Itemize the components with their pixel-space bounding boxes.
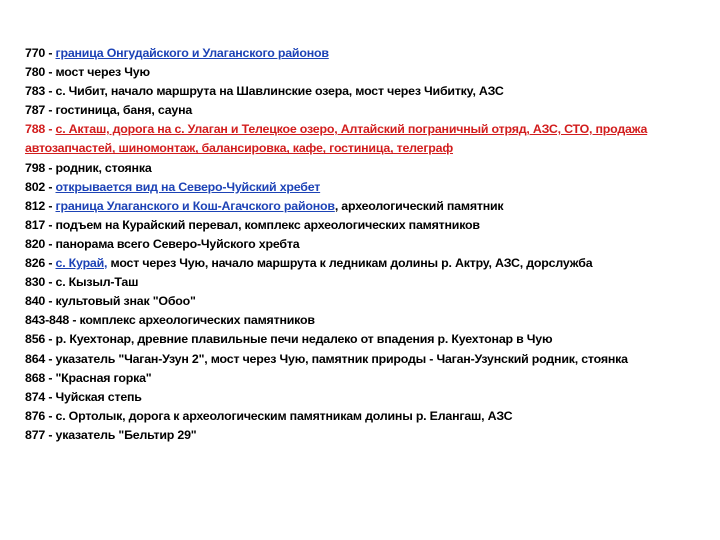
route-entry-770: 770 - граница Онгудайского и Улаганского районов: [25, 46, 329, 60]
route-list: [25, 44, 705, 445]
km-marker: 787: [25, 103, 46, 118]
route-entry-830: 830 - с. Кызыл-Таш: [25, 275, 139, 290]
entry-text: подъем на Курайский перевал, комплекс археологических памятников: [55, 217, 480, 232]
km-marker: 874: [25, 389, 46, 404]
north-chuya-view-link[interactable]: открывается вид на Северо-Чуйский хребет: [55, 179, 321, 194]
km-marker: 856: [25, 332, 46, 347]
km-marker: 840: [25, 294, 46, 309]
entry-text: Чуйская степь: [55, 389, 142, 404]
km-marker: 868: [25, 370, 46, 385]
route-entry-843-848: 843-848 - комплекс археологических памятников: [25, 313, 315, 328]
route-entry-856: 856 - р. Куехтонар, древние плавильные печи недалеко от впадения р. Куехтонар в Чую: [25, 332, 553, 347]
aktash-link[interactable]: с. Акташ, дорога на с. Улаган и Телецкое озеро, Алтайский пограничный отряд, АЗС, СТО, продажа автозапчастей, шиномонтаж, балансировка, кафе, гостиница, телеграф: [25, 122, 648, 156]
district-border-link[interactable]: граница Улаганского и Кош-Агачского районов: [55, 198, 335, 213]
km-marker: 864: [25, 351, 46, 366]
entry-text: комплекс археологических памятников: [79, 313, 315, 328]
route-entry-876: 876 - с. Ортолык, дорога к археологическим памятникам долины р. Елангаш, АЗС: [25, 408, 513, 423]
route-entry-864: 864 - указатель "Чаган-Узун 2", мост через Чую, памятник природы - Чаган-Узунский родник, стоянка: [25, 351, 628, 366]
km-marker: 877: [25, 427, 46, 442]
km-marker: 843-848: [25, 313, 70, 328]
route-entry-817: 817 - подъем на Курайский перевал, комплекс археологических памятников: [25, 217, 480, 232]
km-marker: 876: [25, 408, 46, 423]
route-entry-787: 787 - гостиница, баня, сауна: [25, 103, 193, 118]
km-marker: 783: [25, 84, 46, 99]
route-entry-868: 868 - "Красная горка": [25, 370, 152, 385]
entry-text: р. Куехтонар, древние плавильные печи недалеко от впадения р. Куехтонар в Чую: [55, 332, 553, 347]
km-marker: 798: [25, 160, 46, 175]
entry-text: родник, стоянка: [55, 160, 152, 175]
entry-text: гостиница, баня, сауна: [55, 103, 193, 118]
entry-text: с. Ортолык, дорога к археологическим памятникам долины р. Елангаш, АЗС: [55, 408, 513, 423]
route-entry-788: 788 - с. Акташ, дорога на с. Улаган и Телецкое озеро, Алтайский пограничный отряд, АЗС, СТО, продажа автозапчастей, шиномонтаж, балансировка, кафе, гостиница, телеграф: [25, 122, 648, 156]
district-border-link[interactable]: граница Онгудайского и Улаганского районов: [55, 46, 329, 60]
route-entry-874: 874 - Чуйская степь: [25, 389, 142, 404]
km-marker: 812: [25, 198, 46, 213]
km-marker: 830: [25, 275, 46, 290]
entry-text: указатель "Бельтир 29": [55, 427, 197, 442]
entry-text: указатель "Чаган-Узун 2", мост через Чую, памятник природы - Чаган-Узунский родник, стоянка: [55, 351, 628, 366]
entry-text: , археологический памятник: [334, 198, 504, 213]
entry-text: панорама всего Северо-Чуйского хребта: [55, 236, 300, 251]
entry-text: мост через Чую, начало маршрута к ледникам долины р. Актру, АЗС, дорслужба: [107, 256, 593, 271]
route-entry-802: 802 - открывается вид на Северо-Чуйский хребет: [25, 179, 321, 194]
km-marker: 817: [25, 217, 46, 232]
route-entry-783: 783 - с. Чибит, начало маршрута на Шавлинские озера, мост через Чибитку, АЗС: [25, 84, 504, 99]
route-entry-877: 877 - указатель "Бельтир 29": [25, 427, 197, 442]
km-marker: 802: [25, 179, 46, 194]
kurai-link[interactable]: с. Курай,: [55, 256, 108, 271]
entry-text: "Красная горка": [55, 370, 152, 385]
route-entry-812: 812 - граница Улаганского и Кош-Агачского районов, археологический памятник: [25, 198, 504, 213]
route-entry-840: 840 - культовый знак "Обоо": [25, 294, 196, 309]
km-marker: 780: [25, 65, 46, 80]
entry-text: с. Чибит, начало маршрута на Шавлинские озера, мост через Чибитку, АЗС: [55, 84, 504, 99]
km-marker: 820: [25, 236, 46, 251]
km-marker: 770: [25, 46, 46, 60]
km-marker: 788: [25, 122, 46, 137]
route-entry-798: 798 - родник, стоянка: [25, 160, 152, 175]
entry-text: мост через Чую: [55, 65, 150, 80]
km-marker: 826: [25, 256, 46, 271]
route-entry-820: 820 - панорама всего Северо-Чуйского хребта: [25, 236, 300, 251]
route-entry-826: 826 - с. Курай, мост через Чую, начало маршрута к ледникам долины р. Актру, АЗС, дорслужба: [25, 256, 593, 271]
route-entry-780: 780 - мост через Чую: [25, 65, 150, 80]
entry-text: с. Кызыл-Таш: [55, 275, 139, 290]
entry-text: культовый знак "Обоо": [55, 294, 196, 309]
